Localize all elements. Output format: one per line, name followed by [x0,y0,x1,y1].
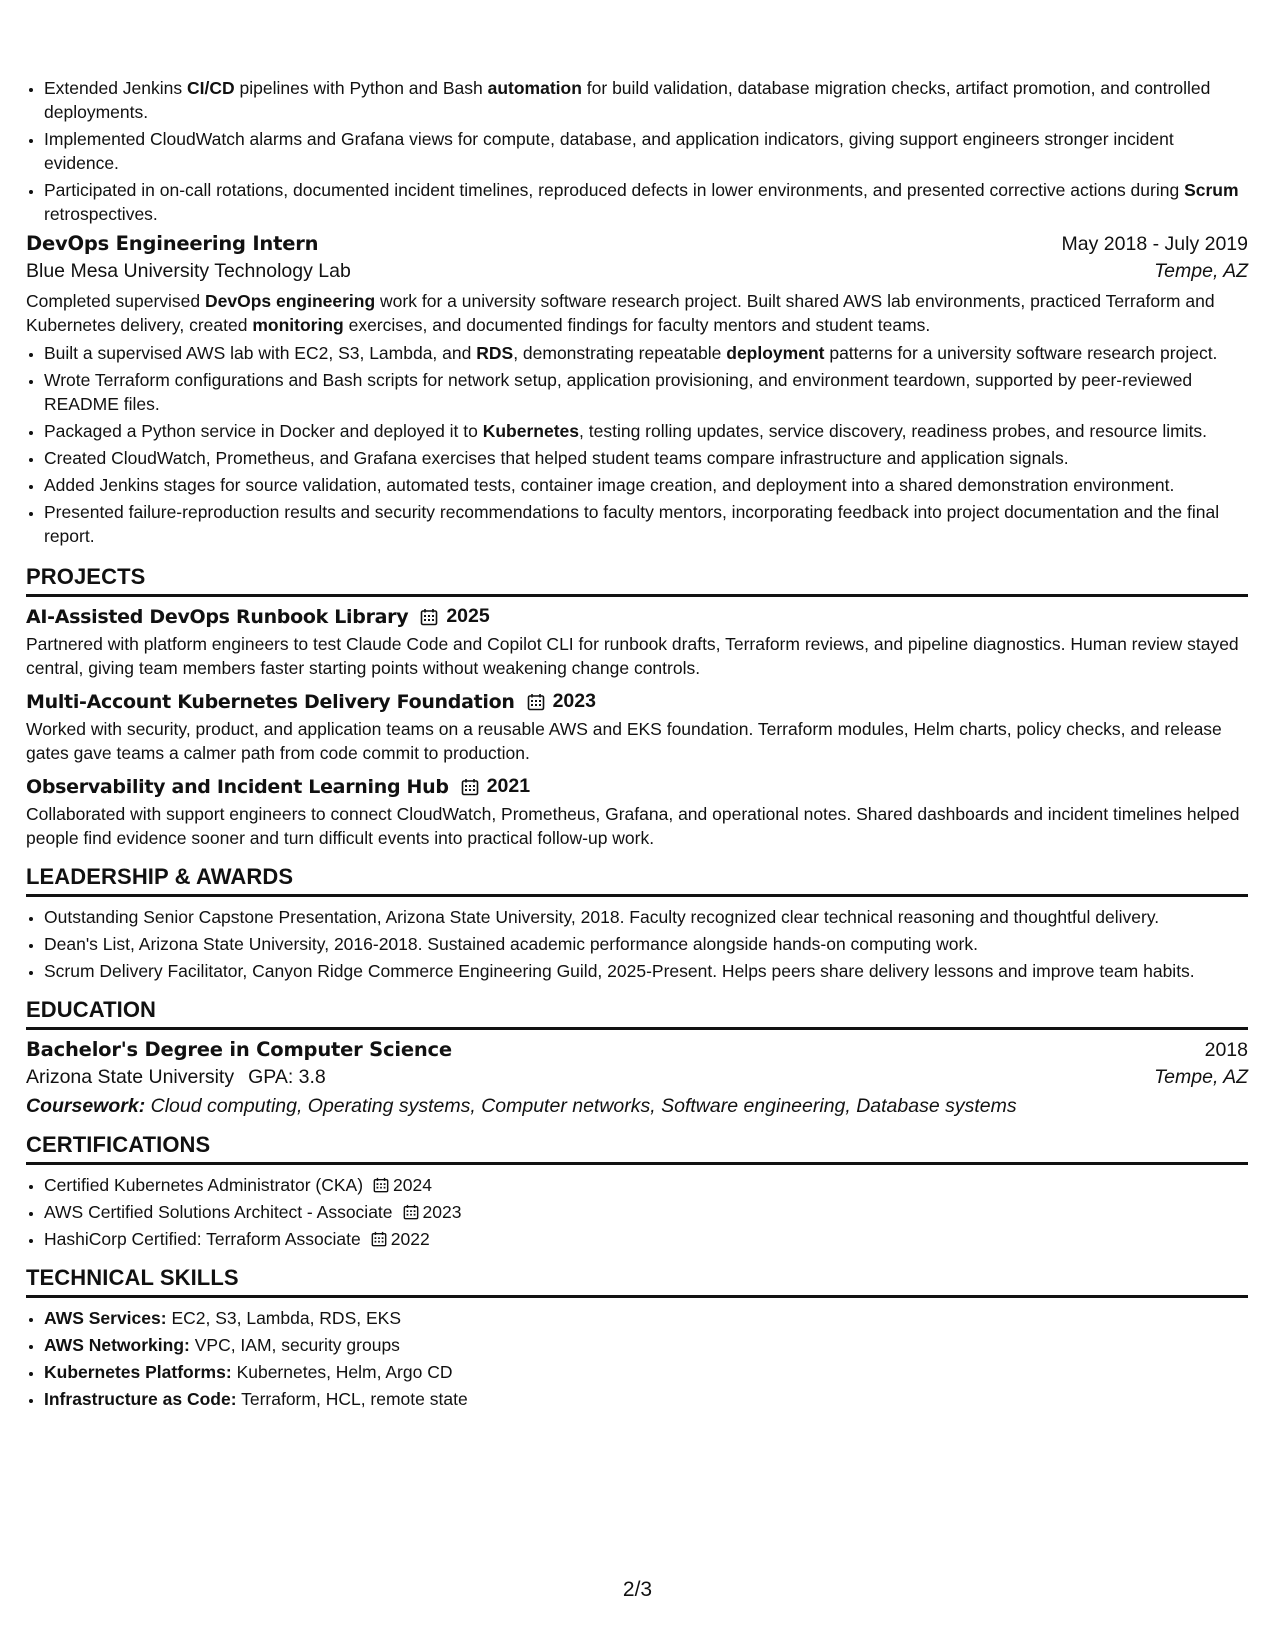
bold-keyword: Kubernetes [482,421,580,441]
bold-keyword: CI/CD [187,78,235,98]
project-title: AI-Assisted DevOps Runbook Library [26,605,409,628]
project-description: Partnered with platform engineers to test Claude Code and Copilot CLI for runbook drafts, Terraform reviews, and pipeline diagnostics. Human review stayed central, giving team members faster starting points without weakening change controls. [26,634,1239,678]
school-location: Tempe, AZ [1154,1066,1248,1088]
section-heading-education: EDUCATION [26,997,1248,1030]
skill-label: AWS Services: [44,1308,167,1328]
coursework [26,1095,1248,1118]
bold-keyword: deployment [726,343,825,363]
skill-value: EC2, S3, Lambda, RDS, EKS [171,1308,401,1328]
certification-name: HashiCorp Certified: Terraform Associate [44,1229,361,1249]
section-heading-projects: PROJECTS [26,564,1248,597]
job-location: Tempe, AZ [1154,260,1248,282]
job-organization: Blue Mesa University Technology Lab [26,260,351,282]
project-year: 2023 [552,690,596,712]
school-name: Arizona State University [26,1066,235,1088]
skill-item [44,1387,1248,1411]
job-summary: Completed supervised DevOps engineering work for a university software research project. Built shared AWS lab environments, practiced Terraform and Kubernetes delivery, created monitoring exercises, and documented findings for faculty mentors and student teams. [26,291,1215,335]
education-header [26,1038,1248,1062]
calendar-icon [371,1231,387,1247]
certification-item [44,1227,1248,1251]
job-bullet: • Wrote Terraform configurations and Bash scripts for network setup, application provisioning, and environment teardown, supported by peer-reviewed README files. [44,368,1248,416]
job-header [26,232,1248,256]
job-bullet: • Packaged a Python service in Docker and deployed it to Kubernetes, testing rolling updates, service discovery, readiness probes, and resource limits. [44,419,1248,443]
experience-continued-list [26,76,1248,226]
education-subheader [26,1066,1248,1089]
calendar-icon [527,693,545,711]
degree-title: Bachelor's Degree in Computer Science [26,1038,452,1061]
certification-item [44,1200,1248,1224]
certification-year: 2024 [393,1175,432,1195]
job-dates: May 2018 - July 2019 [1061,233,1248,255]
leadership-list [26,905,1248,983]
job-bullet: • Presented failure-reproduction results and security recommendations to faculty mentors, incorporating feedback into project documentation and the final report. [44,500,1248,548]
certification-name: Certified Kubernetes Administrator (CKA) [44,1175,364,1195]
certification-year: 2023 [422,1202,462,1222]
coursework-label: Coursework: [26,1095,146,1117]
skill-item [44,1306,1248,1330]
skill-label: AWS Networking: [44,1335,190,1355]
experience-bullet: • Extended Jenkins CI/CD pipelines with Python and Bash automation for build validation, database migration checks, artifact promotion, and controlled deployments. [44,76,1248,124]
project-header [26,605,1248,628]
certification-year: 2022 [390,1229,430,1249]
gpa: GPA: 3.8 [248,1066,326,1088]
leadership-item: • Dean's List, Arizona State University, 2016-2018. Sustained academic performance alongside hands-on computing work. [44,932,1248,956]
skill-value: Kubernetes, Helm, Argo CD [236,1362,453,1382]
project-title: Multi-Account Kubernetes Delivery Foundation [26,690,515,713]
experience-bullet: • Participated in on-call rotations, documented incident timelines, reproduced defects in lower environments, and presented corrective actions during Scrum retrospectives. [44,178,1248,226]
project-header [26,690,1248,713]
skill-value: VPC, IAM, security groups [194,1335,400,1355]
school-line [26,1066,326,1089]
calendar-icon [420,608,438,626]
page-number: 2/3 [622,1578,653,1601]
job-bullets [26,341,1248,548]
leadership-item: • Scrum Delivery Facilitator, Canyon Ridge Commerce Engineering Guild, 2025-Present. Helps peers share delivery lessons and improve team habits. [44,959,1248,983]
education-entry [26,1038,1248,1118]
bold-keyword: DevOps engineering [204,291,376,311]
bold-keyword: monitoring [252,315,344,335]
bold-keyword: automation [487,78,582,98]
section-heading-leadership: LEADERSHIP & AWARDS [26,864,1248,897]
project-year: 2021 [486,775,531,797]
certifications-list [26,1173,1248,1251]
project-description: Worked with security, product, and application teams on a reusable AWS and EKS foundation. Terraform modules, Helm charts, policy checks, and release gates gave teams a calmer path from code commit to production. [26,719,1222,763]
job-subheader [26,260,1248,283]
job-bullet: • Built a supervised AWS lab with EC2, S3, Lambda, and RDS, demonstrating repeatable deployment patterns for a university software research project. [44,341,1248,365]
skill-item [44,1360,1248,1384]
certification-name: AWS Certified Solutions Architect - Associate [44,1202,393,1222]
job-entry [26,232,1248,548]
coursework-list: Cloud computing, Operating systems, Computer networks, Software engineering, Database systems [150,1095,1017,1117]
skill-value: Terraform, HCL, remote state [241,1389,468,1409]
skill-label: Infrastructure as Code: [44,1389,237,1409]
project-entry [26,775,1248,850]
project-year: 2025 [446,605,490,627]
experience-bullet: • Implemented CloudWatch alarms and Grafana views for compute, database, and application indicators, giving support engineers stronger incident evidence. [44,127,1248,175]
job-bullet: • Added Jenkins stages for source validation, automated tests, container image creation, and deployment into a shared demonstration environment. [44,473,1248,497]
bold-keyword: RDS [476,343,514,363]
calendar-icon [373,1177,389,1193]
project-title: Observability and Incident Learning Hub [26,775,449,798]
project-header [26,775,1248,798]
graduation-year: 2018 [1204,1039,1248,1061]
calendar-icon [403,1204,419,1220]
section-heading-certifications: CERTIFICATIONS [26,1132,1248,1165]
skill-item [44,1333,1248,1357]
section-heading-skills: TECHNICAL SKILLS [26,1265,1248,1298]
project-description: Collaborated with support engineers to connect CloudWatch, Prometheus, Grafana, and operational notes. Shared dashboards and incident timelines helped people find evidence sooner and turn difficult events into practical follow-up work. [26,804,1240,848]
job-bullet: • Created CloudWatch, Prometheus, and Grafana exercises that helped student teams compare infrastructure and application signals. [44,446,1248,470]
calendar-icon [461,778,479,796]
bold-keyword: Scrum [1184,180,1239,200]
resume-page [26,76,1248,1414]
job-title: DevOps Engineering Intern [26,232,319,255]
project-entry [26,605,1248,680]
certification-item [44,1173,1248,1197]
skills-list [26,1306,1248,1411]
skill-label: Kubernetes Platforms: [44,1362,232,1382]
project-entry [26,690,1248,765]
leadership-item: • Outstanding Senior Capstone Presentation, Arizona State University, 2018. Faculty recognized clear technical reasoning and thoughtful delivery. [44,905,1248,929]
